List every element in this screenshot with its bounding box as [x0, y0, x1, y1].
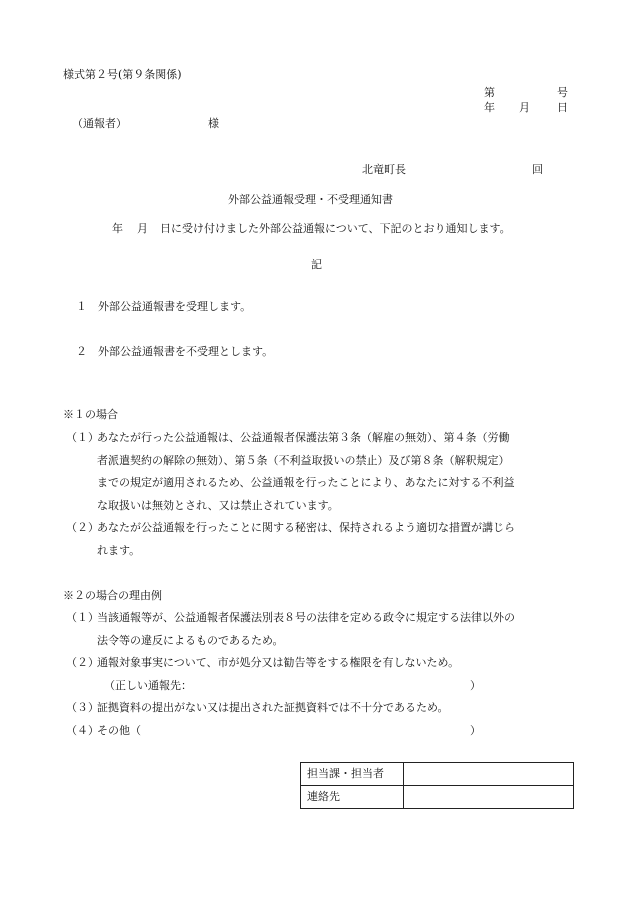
case1-item1-line: までの規定が適用されるため、公益通報を行ったことにより、あなたに対する不利益 [97, 476, 515, 489]
case2-item1-line: 当該通報等が、公益通報者保護法別表８号の法律を定める政令に規定する法律以外の [97, 611, 515, 624]
case1-item1-line: あなたが行った公益通報は、公益通報者保護法第３条（解雇の無効）、第４条（労働 [97, 431, 510, 444]
case2-item2-line: 通報対象事実について、市が処分又は勧告等をする権限を有しないため。 [97, 656, 460, 669]
contact-table [300, 762, 574, 809]
recipient-label: （通報者） [72, 117, 127, 130]
document-title: 外部公益通報受理・不受理通知書 [228, 193, 393, 206]
option-2-number: ２ [76, 345, 87, 358]
case1-item1-line: 者派遣契約の解除の無効）、第５条（不利益取扱いの禁止）及び第８条（解釈規定） [97, 454, 510, 467]
case1-item1-line: な取扱いは無効とされ、又は禁止されています。 [97, 499, 339, 512]
intro-month: 月 [137, 222, 148, 235]
case1-item2-number: （２） [66, 521, 99, 534]
case1-heading: ※１の場合 [63, 408, 118, 421]
option-2-text: 外部公益通報書を不受理とします。 [98, 345, 274, 358]
intro-year: 年 [112, 222, 123, 235]
case2-item2-number: （２） [66, 656, 99, 669]
case2-item1-line: 法令等の違反によるものであるため。 [97, 634, 284, 647]
case2-item4-line: その他（ [97, 724, 141, 737]
person-in-charge-value[interactable] [404, 763, 574, 786]
case2-item3-number: （３） [66, 701, 99, 714]
person-in-charge-label: 担当課・担当者 [301, 763, 404, 786]
correct-recipient-label: （正しい通報先： [104, 679, 192, 692]
recipient-honorific: 様 [208, 117, 219, 130]
sender: 北竜町長 [362, 163, 406, 176]
intro-text: 日に受け付けました外部公益通報について、下記のとおり通知します。 [160, 222, 511, 235]
option-1-number: １ [76, 300, 87, 313]
case1-item1-number: （１） [66, 431, 99, 444]
case2-item4-number: （４） [66, 724, 99, 737]
doc-number-prefix: 第 [484, 86, 495, 99]
date-month: 月 [519, 101, 530, 114]
seal-mark: 回 [532, 163, 543, 176]
table-row [301, 763, 574, 786]
case1-item2-line: あなたが公益通報を行ったことに関する秘密は、保持されるよう適切な措置が講じら [97, 521, 515, 534]
date-year: 年 [484, 101, 495, 114]
date-day: 日 [557, 101, 568, 114]
other-close: ） [470, 724, 481, 737]
case2-item3-line: 証拠資料の提出がない又は提出された証拠資料では不十分であるため。 [97, 701, 449, 714]
contact-label: 連絡先 [301, 786, 404, 809]
ki-heading: 記 [311, 258, 322, 271]
case2-heading: ※２の場合の理由例 [63, 589, 162, 602]
correct-recipient-close: ） [470, 679, 481, 692]
table-row [301, 786, 574, 809]
option-1-text: 外部公益通報書を受理します。 [98, 300, 252, 313]
case1-item2-line: れます。 [97, 544, 141, 557]
doc-number-suffix: 号 [557, 86, 568, 99]
case2-item1-number: （１） [66, 611, 99, 624]
form-number: 様式第２号(第９条関係) [63, 68, 182, 81]
contact-value[interactable] [404, 786, 574, 809]
